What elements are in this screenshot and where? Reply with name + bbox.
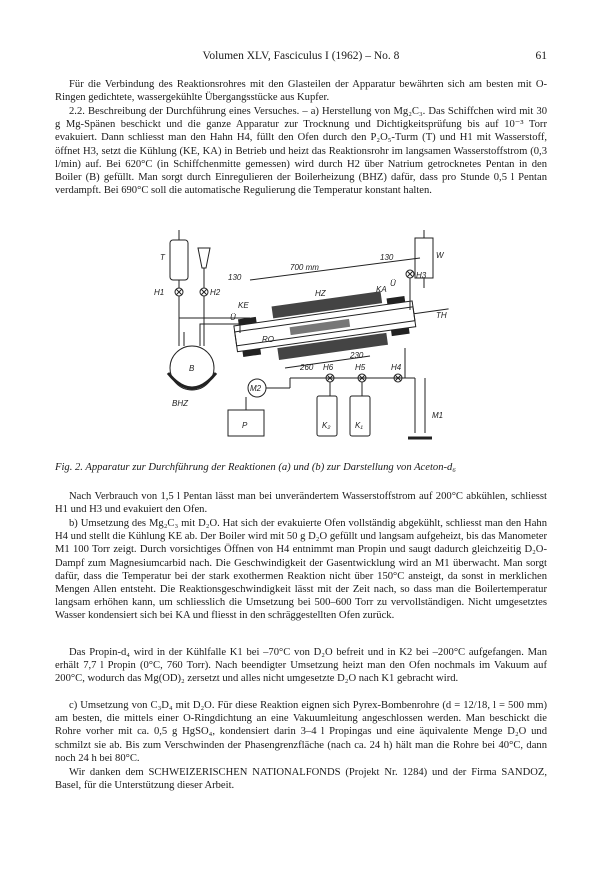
label-m2: M2 [250,384,262,393]
label-h1: H1 [154,288,165,297]
boat-ro [290,319,351,335]
heater-hz-bottom [277,333,388,360]
label-h6: H6 [323,363,334,372]
heater-hz-top [272,291,383,318]
label-bhz: BHZ [172,399,188,408]
page-number: 61 [535,50,547,62]
label-b: B [189,364,195,373]
label-k2: K₂ [322,421,331,430]
running-header [55,50,547,66]
label-k1: K₁ [355,421,363,430]
paragraph-section-2-2: 2.2. Beschreibung der Durchführung eines Versuches. – a) Herstellung von Mg₂C₃. Das Schiffchen wird mit 30 g Mg-Spänen beschickt und die ganze Apparatur zur Trocknung und Dichtigkeitsprüfung bis auf 10⁻³ Torr evakuiert. Dann schliesst man den Hahn H4, füllt den Ofen durch den P₂O₅-Turm (T) und H1 mit Wasserstoff, öffnet H3, setzt die Kühlung (KE, KA) in Betrieb und heizt das Reaktionsrohr im langsamen Wasserstoffstrom (0,3 l/min) auf. Bei 620°C (in Schiffchenmitte gemessen) wird durch H2 über Natrium getrocknetes Pentan in den Boiler (B) gefüllt. Man sorgt durch Einregulieren der Boilerheizung (BHZ) dafür, dass pro Stunde 0,5 l Pentan verdampft. Bei 690°C soll die automatische Regulierung die Temperatur konstant halten. [55,106,547,197]
p2o5-tower [170,240,188,280]
label-h3: H3 [416,271,427,280]
label-dim-700: 700 mm [290,263,319,272]
label-h5: H5 [355,363,366,372]
label-dim-260: 260 [300,363,314,372]
label-th: TH [436,311,447,320]
journal-title: Volumen XLV, Fasciculus I (1962) – No. 8 [202,50,400,62]
paragraph-cooling: Nach Verbrauch von 1,5 l Pentan lässt man bei unverändertem Wasserstoffstrom auf 200°C abkühlen, schliesst H1 und H3 und evakuiert den Ofen. [55,491,547,516]
label-u2: Ü [390,279,396,288]
label-u1: Ü [230,313,236,322]
paragraph-acknowledgement: Wir danken dem SCHWEIZERISCHEN NATIONALFONDS (Projekt Nr. 1284) und der Firma SANDOZ, Basel, für die Unterstützung dieser Arbeit. [55,767,547,792]
paragraph-connection: Für die Verbindung des Reaktionsrohres mit den Glasteilen der Apparatur bewährten sich am besten mit O-Ringen gedichtete, wassergekühlte Übergangsstücke aus Kupfer. [55,79,547,104]
label-p: P [242,421,248,430]
apparatus-figure [140,228,450,458]
cold-trap-k1 [350,396,370,436]
paragraph-propin: Das Propin-d₄ wird in der Kühlfalle K1 bei –70°C von D₂O befreit und in K2 bei –200°C aufgefangen. Man erhält 7,7 l Propin (0°C, 760 Torr). Nach beendigter Umsetzung heizt man den Ofen nochmals im Vakuum auf 200°C, wodurch das Mg(OD)₂ zersetzt und alles nicht umgesetzte D₂O nach K1 gebracht wird. [55,647,547,685]
label-ke: KE [238,301,249,310]
label-ro: RO [262,335,274,344]
paragraph-section-c: c) Umsetzung von C₃D₄ mit D₂O. Für diese Reaktion eignen sich Pyrex-Bombenrohre (d = 12/18, l = 500 mm) am besten, die mittels einer O-Ringdichtung an eine Vakuumleitung angeschlossen werden. Man beschickt die Rohre vorher mit ca. 0,5 g HgSO₄, kondensiert darin 3–4 l Propingas und eine äquivalente Menge D₂O und schmilzt sie ab. Bis zum Verschwinden der Phasengrenzfläche (nach ca. 24 h) hält man die Rohre bei 40°C, dann noch 24 h bei 80°C. [55,700,547,764]
label-dim-130a: 130 [228,273,242,282]
label-t: T [160,253,165,262]
label-ka: KA [376,285,387,294]
boiler-heater [168,373,216,388]
cold-trap-k2 [317,396,337,436]
label-dim-130b: 130 [380,253,394,262]
label-m1: M1 [432,411,444,420]
figure-caption: Fig. 2. Apparatur zur Durchführung der Reaktionen (a) und (b) zur Darstellung von Aceton-d₆ [55,462,457,473]
label-dim-230: 230 [350,351,364,360]
label-h2: H2 [210,288,221,297]
paragraph-section-b: b) Umsetzung des Mg₂C₃ mit D₂O. Hat sich der evakuierte Ofen vollständig abgekühlt, schliesst man den Hahn H4 und stellt die Kühlung KE ab. Der Boiler wird mit 50 g D₂O gefüllt und langsam aufgeheizt, bis das Manometer M1 100 Torr zeigt. Durch vorsichtiges Öffnen von H4 entnimmt man Propin und saugt dadurch gleichzeitig D₂O-Dampf zum Magnesiumcarbid nach. Die Geschwindigkeit der Gasentwicklung wird an M1 überwacht. Man sorgt dafür, dass die Temperatur bei der stark exothermen Reaktion nicht über 150°C ansteigt, da sonst in merklichen Mengen Allen entsteht. Die Reaktionsgeschwindigkeit lässt mit der Zeit nach, so dass man die Boilertemperatur langsam erhöhen kann, um schliesslich die Umsetzung bei 500–600 Torr zu vervollständigen. Nicht umgesetztes Wasser kondensiert sich bei KA und fliesst in den schräggestellten Ofen zurück. [55,518,547,622]
label-h4: H4 [391,363,402,372]
label-w: W [436,251,444,260]
label-hz: HZ [315,289,326,298]
